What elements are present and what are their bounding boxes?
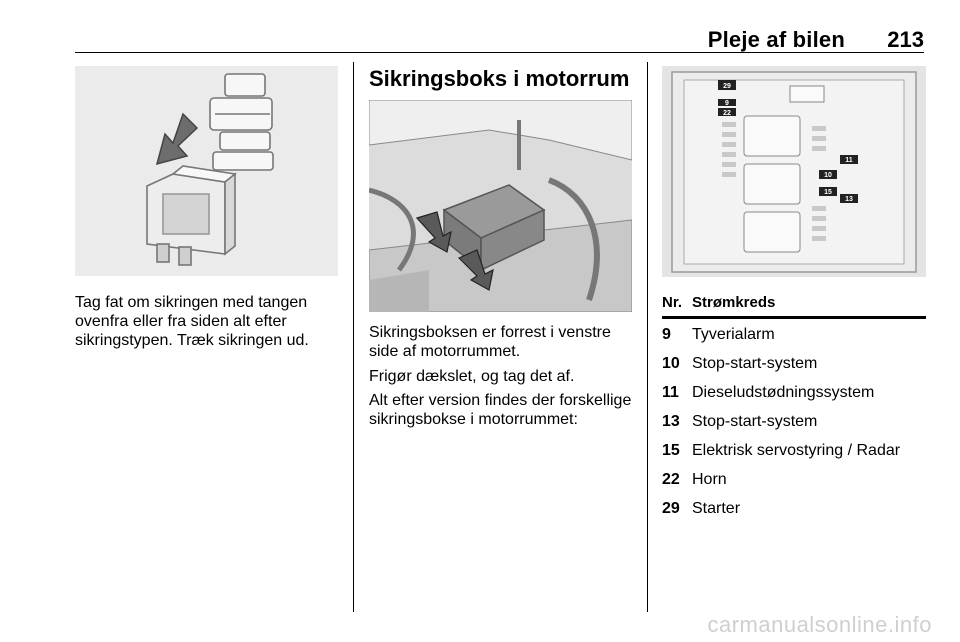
diagram-label-10: 10 — [824, 172, 832, 179]
table-row — [662, 379, 926, 408]
fuse-box-layout-diagram — [662, 66, 926, 277]
page-header-title: Pleje af bilen — [707, 27, 845, 52]
fuse-removal-illustration — [75, 66, 338, 276]
table-row — [662, 495, 926, 524]
cover-removal-text: Frigør dækslet, og tag det af. — [369, 368, 575, 385]
diagram-label-29: 29 — [723, 83, 731, 90]
fuse-circuit: Horn — [692, 471, 727, 488]
version-note-text: Alt efter version findes der forskellige sikringsbokse i motorrummet: — [369, 392, 632, 428]
fuse-circuit: Starter — [692, 500, 741, 517]
table-row — [662, 466, 926, 495]
engine-compartment-photo — [369, 100, 632, 312]
fuse-number: 11 — [662, 384, 679, 401]
fuse-number: 13 — [662, 413, 680, 430]
fuse-circuit: Tyverialarm — [692, 326, 775, 343]
column-divider-2 — [647, 62, 648, 612]
page-number: 213 — [887, 27, 924, 52]
fuse-removal-instructions: Tag fat om sikringen med tangen ovenfra eller fra siden alt efter sikringstypen. Træk sikringen ud. — [75, 294, 309, 349]
diagram-label-22: 22 — [723, 110, 731, 117]
table-row — [662, 350, 926, 379]
diagram-label-11: 11 — [845, 157, 853, 164]
column-divider-1 — [353, 62, 354, 612]
header-rule — [75, 52, 924, 53]
fuse-number: 15 — [662, 442, 680, 459]
fuse-number: 9 — [662, 326, 671, 343]
fuse-circuit: Stop-start-system — [692, 355, 818, 372]
table-header-circuit: Strømkreds — [692, 294, 776, 311]
diagram-label-15: 15 — [824, 189, 832, 196]
fuse-number: 22 — [662, 471, 680, 488]
fuse-circuit: Dieseludstødningssystem — [692, 384, 875, 401]
fuse-number: 29 — [662, 500, 680, 517]
fuse-number: 10 — [662, 355, 680, 372]
fuse-circuit: Elektrisk servostyring / Radar — [692, 442, 901, 459]
fuse-box-layout-drawing — [662, 66, 926, 277]
fuse-icon — [147, 166, 235, 265]
table-row — [662, 321, 926, 350]
watermark: carmanualsonline.info — [707, 612, 932, 637]
table-row — [662, 437, 926, 466]
fuse-circuit: Stop-start-system — [692, 413, 818, 430]
section-heading: Sikringsboks i motorrum — [369, 66, 630, 91]
table-row — [662, 408, 926, 437]
engine-compartment-drawing — [369, 100, 632, 312]
diagram-label-13: 13 — [845, 196, 853, 203]
fuse-removal-drawing — [75, 66, 338, 276]
fuse-box-location-text: Sikringsboksen er forrest i venstre side af motorrummet. — [369, 324, 611, 360]
table-header-rule — [662, 316, 926, 319]
table-header-nr: Nr. — [662, 294, 683, 311]
diagram-label-9: 9 — [725, 100, 729, 107]
